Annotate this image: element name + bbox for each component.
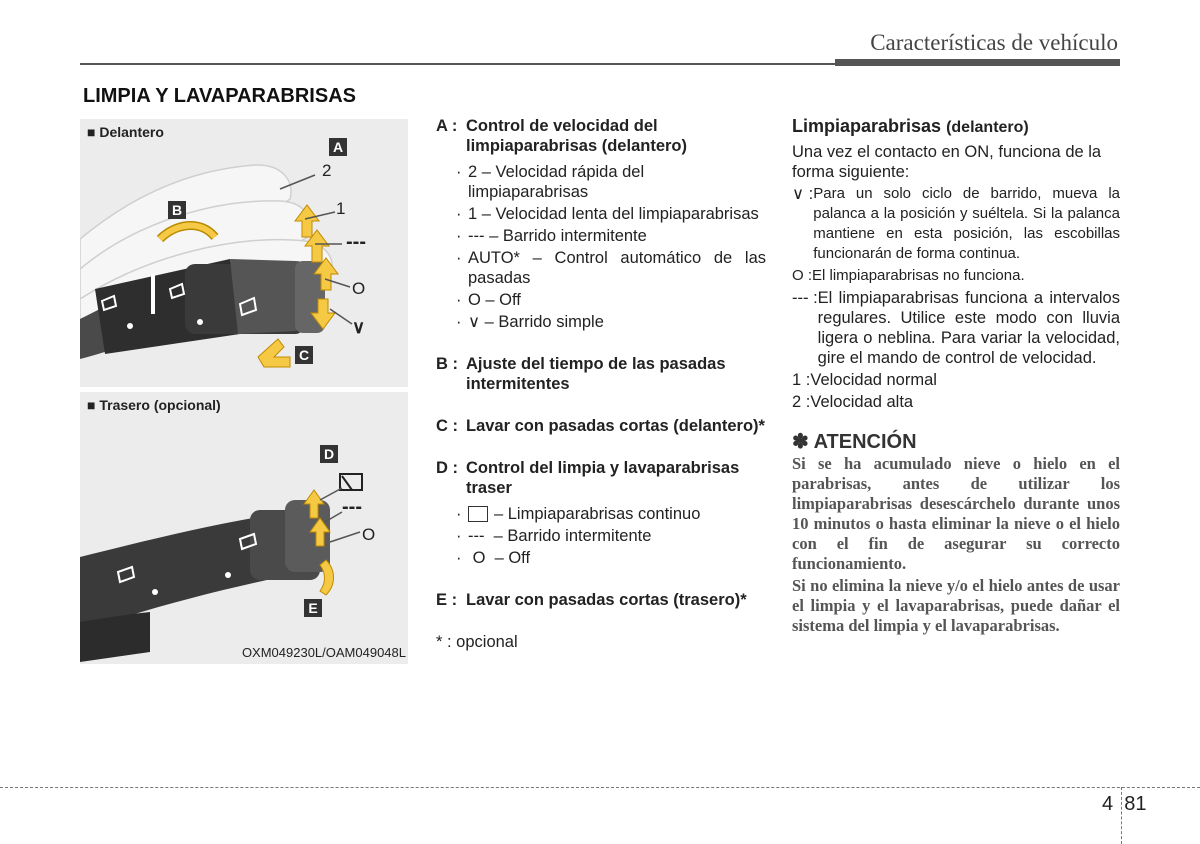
position-intermittent-label: --- (346, 231, 366, 253)
header-rule (80, 63, 835, 65)
header-bar (835, 59, 1120, 66)
optional-note: * : opcional (436, 633, 518, 651)
definition-high: 2 : Velocidad alta (792, 393, 914, 411)
item-a-sub: · ∨ – Barrido simple (456, 313, 604, 331)
position-mist-label: ∨ (352, 317, 366, 337)
item-d-sub: · --- – Barrido intermitente (456, 527, 652, 545)
item-a-sub: · 1 – Velocidad lenta del limpiaparabrisas (456, 205, 759, 223)
front-wiper-figure (80, 119, 408, 387)
item-c-title: Lavar con pasadas cortas (delantero)* (466, 417, 765, 435)
rear-intermittent-label: --- (342, 496, 362, 518)
item-c-key: C : (436, 417, 458, 435)
rear-wiper-figure (80, 392, 408, 664)
front-label: ■ Delantero (87, 124, 164, 140)
control-legend (436, 116, 766, 652)
attention-title: ✽ ATENCIÓN (792, 431, 917, 453)
position-2-label: 2 (322, 161, 332, 180)
item-a-sub: · 2 – Velocidad rápida del limpiaparabrisas (456, 163, 645, 201)
rear-label: ■ Trasero (opcional) (87, 397, 221, 413)
item-a-title: Control de velocidad del limpiaparabrisas (delantero) (466, 117, 687, 155)
item-a-sub: · O – Off (456, 291, 521, 309)
subsection-heading: Limpiaparabrisas (delantero) (792, 116, 1029, 136)
rear-stalk-illustration (80, 392, 408, 664)
position-off-label: O (352, 279, 366, 298)
rear-off-label: O (362, 525, 376, 544)
section-title: LIMPIA Y LAVAPARABRISAS (83, 85, 356, 107)
item-c (436, 416, 766, 436)
item-a-key: A : (436, 117, 458, 135)
marker-b: B (168, 201, 186, 219)
item-e-key: E : (436, 591, 458, 609)
item-d-title: Control del limpia y lavaparabrisas traser (466, 459, 740, 497)
item-a (436, 116, 766, 156)
figure-code: OXM049230L/OAM049048L (241, 645, 406, 660)
item-d-sub: · O – Off (456, 549, 531, 567)
footer-rule (0, 787, 1200, 788)
marker-a: A (329, 138, 347, 156)
intro-text: Una vez el contacto en ON, funciona de la forma siguiente: (792, 143, 1102, 181)
attention-paragraph: Si no elimina la nieve y/o el hielo antes de usar el limpia y el lavaparabrisas, puede dañar el sistema del limpia y el lavaparabrisas. (792, 576, 1120, 635)
item-e-title: Lavar con pasadas cortas (trasero)* (466, 591, 747, 609)
item-b (436, 354, 766, 394)
definition-mist: ∨ : Para un solo ciclo de barrido, mueva la palanca a la posición y suéltela. Si la palanca mantiene en esta posición, las escobillas funcionarán de forma continua. (792, 185, 1120, 262)
definition-low: 1 : Velocidad normal (792, 371, 937, 389)
item-d-sub: · – Limpiaparabrisas continuo (456, 505, 701, 523)
item-a-sub: · --- – Barrido intermitente (456, 227, 647, 245)
marker-d: D (320, 445, 338, 463)
item-b-title: Ajuste del tiempo de las pasadas intermitentes (466, 355, 726, 393)
item-d (436, 458, 766, 498)
rear-wiper-icon (468, 506, 488, 522)
definition-off: O : El limpiaparabrisas no funciona. (792, 267, 1025, 284)
item-d-key: D : (436, 459, 458, 477)
marker-e: E (304, 599, 322, 617)
definition-intermittent: --- : El limpiaparabrisas funciona a intervalos regulares. Utilice este modo con lluvia ligera o neblina. Para variar la velocidad, gire el mando de control de velocidad. (792, 289, 1120, 367)
marker-c: C (295, 346, 313, 364)
position-1-label: 1 (336, 199, 346, 218)
attention-paragraph: Si se ha acumulado nieve o hielo en el parabrisas, antes de utilizar los limpiaparabrisas desescárchelo durante unos 10 minutos o hasta eliminar la nieve o el hielo con el fin de asegurar su correcto funcionamiento. (792, 454, 1120, 573)
item-a-sub: · AUTO* – Control automático de las pasadas (456, 249, 766, 287)
item-b-key: B : (436, 355, 458, 373)
item-e (436, 590, 766, 610)
page-number: 4 81 (1102, 793, 1147, 815)
wiper-description (792, 116, 1120, 636)
running-header: Características de vehículo (870, 30, 1118, 55)
